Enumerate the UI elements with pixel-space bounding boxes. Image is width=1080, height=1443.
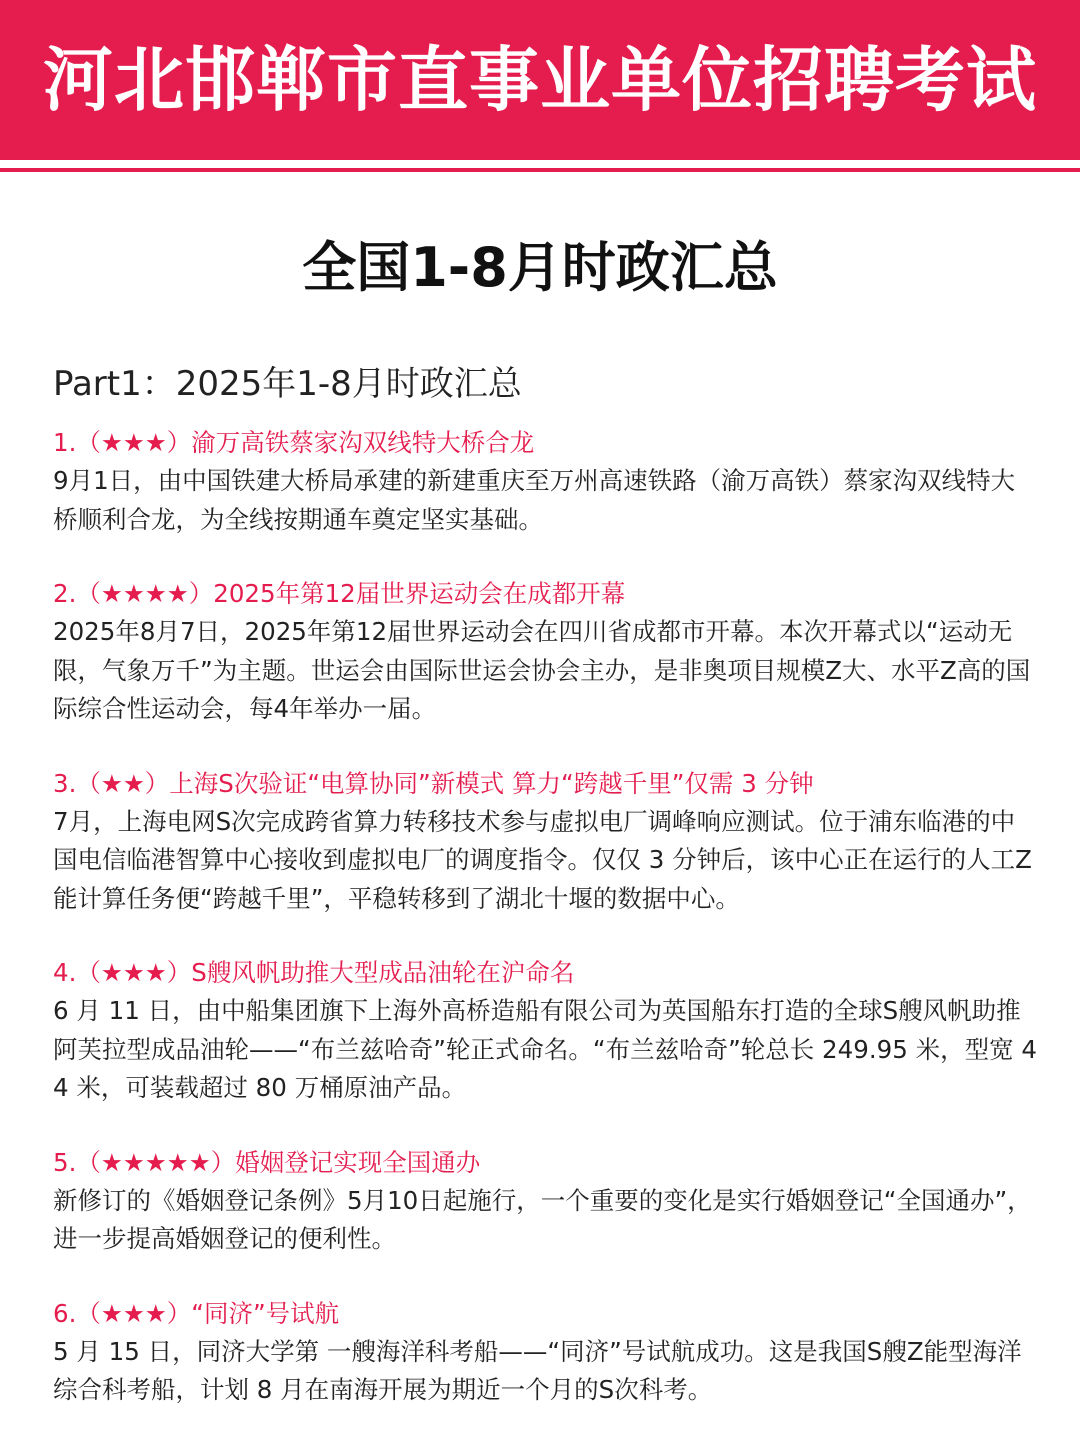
- news-item: [53, 765, 1038, 919]
- news-item-heading: 2.（★★★★）2025年第12届世界运动会在成都开幕: [53, 579, 626, 608]
- news-item-heading: 5.（★★★★★）婚姻登记实现全国通办: [53, 1147, 481, 1177]
- news-item-body: 9月1日，由中国铁建大桥局承建的新建重庆至万州高速铁路（渝万高铁）蔡家沟双线特大桥顺利合龙，为全线按期通车奠定坚实基础。: [53, 466, 1016, 534]
- banner-title: 河北邯郸市直事业单位招聘考试: [43, 39, 1037, 121]
- news-item: [53, 1295, 1038, 1410]
- news-item-body: 5 月 15 日，同济大学第 一艘海洋科考船——“同济”号试航成功。这是我国S艘Z能型海洋综合科考船，计划 8 月在南海开展为期近一个月的S次科考。: [53, 1336, 1022, 1404]
- news-item-heading: 4.（★★★）S艘风帆助推大型成品油轮在沪命名: [53, 958, 575, 987]
- page-title: 全国1-8月时政汇总: [302, 236, 778, 299]
- news-item-heading: 6.（★★★）“同济”号试航: [53, 1298, 340, 1328]
- part-title: Part1：2025年1-8月时政汇总: [53, 364, 522, 404]
- news-item: [53, 1144, 1038, 1259]
- news-item-heading: 3.（★★）上海S次验证“电算协同”新模式 算力“跨越千里”仅需 3 分钟: [53, 768, 814, 798]
- news-item-body: 2025年8月7日，2025年第12届世界运动会在四川省成都市开幕。本次开幕式以“运动无限，气象万千”为主题。世运会由国际世运会协会主办，是非奥项目规模Z大、水平Z高的国际综合性运动会，每4年举办一届。: [53, 617, 1031, 723]
- news-item-body: 新修订的《婚姻登记条例》5月10日起施行，一个重要的变化是实行婚姻登记“全国通办”，进一步提高婚姻登记的便利性。: [53, 1185, 1032, 1253]
- banner-divider: [0, 168, 1080, 172]
- news-item-body: 6 月 11 日，由中船集团旗下上海外高桥造船有限公司为英国船东打造的全球S艘风帆助推阿芙拉型成品油轮——“布兰兹哈奇”轮正式命名。“布兰兹哈奇”轮总长 249.95 米，型宽 44 米，可装载超过 80 万桶原油产品。: [53, 996, 1037, 1102]
- news-item: [53, 424, 1038, 539]
- news-item-body: 7月，上海电网S次完成跨省算力转移技术参与虚拟电厂调峰响应测试。位于浦东临港的中国电信临港智算中心接收到虚拟电厂的调度指令。仅仅 3 分钟后，该中心正在运行的人工Z能计算任务便“跨越千里”，平稳转移到了湖北十堰的数据中心。: [53, 806, 1032, 913]
- news-item: [53, 575, 1038, 729]
- news-list: [53, 424, 1038, 1443]
- news-item-heading: 1.（★★★）渝万高铁蔡家沟双线特大桥合龙: [53, 428, 535, 457]
- news-item: [53, 954, 1038, 1108]
